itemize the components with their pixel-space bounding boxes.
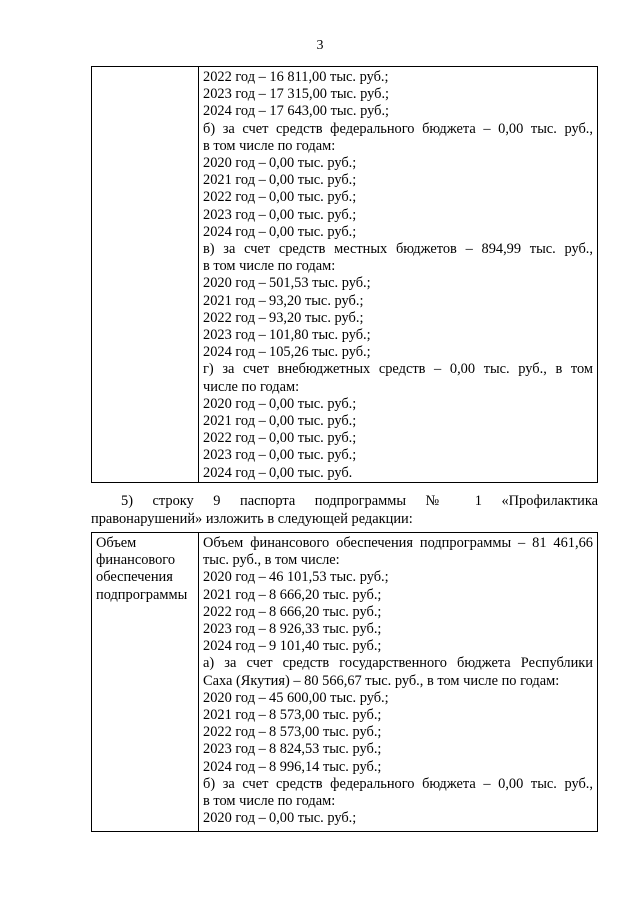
year-amount: 9 101,40 тыс. руб.; bbox=[269, 638, 382, 655]
label-line: обеспечения bbox=[96, 569, 173, 586]
funding-table-new bbox=[91, 532, 598, 832]
federal-budget-subheading: в том числе по годам: bbox=[203, 793, 336, 810]
year-amount: 8 996,14 тыс. руб.; bbox=[269, 758, 382, 775]
year-amount: 0,00 тыс. руб.; bbox=[269, 413, 357, 430]
year-amount: 45 600,00 тыс. руб.; bbox=[269, 689, 389, 706]
paragraph-line: правонарушений» изложить в следующей редакции: bbox=[91, 510, 413, 527]
year-amount: 0,00 тыс. руб.; bbox=[269, 155, 357, 172]
year-row bbox=[203, 430, 593, 447]
year-amount: 8 824,53 тыс. руб.; bbox=[269, 741, 382, 758]
year-row bbox=[203, 310, 593, 327]
year-row bbox=[203, 604, 593, 621]
year-row: 2024 год – 17 643,00 тыс. руб.; bbox=[203, 103, 390, 120]
year-row bbox=[203, 327, 593, 344]
label-line: финансового bbox=[96, 552, 176, 569]
year-label: 2023 год – bbox=[203, 447, 266, 464]
year-row bbox=[203, 275, 593, 292]
year-amount: 93,20 тыс. руб.; bbox=[269, 292, 364, 309]
year-amount: 0,00 тыс. руб.; bbox=[269, 430, 357, 447]
funding-details-cell bbox=[199, 533, 598, 832]
year-row bbox=[203, 759, 593, 776]
year-row bbox=[203, 707, 593, 724]
year-amount: 8 573,00 тыс. руб.; bbox=[269, 724, 382, 741]
year-row bbox=[203, 638, 593, 655]
label-cell bbox=[92, 533, 199, 832]
year-label: 2023 год – bbox=[203, 206, 266, 223]
state-budget-heading: а) за счет средств государственного бюджета Республики bbox=[203, 655, 593, 672]
federal-budget-heading: б) за счет средств федерального бюджета – 0,00 тыс. руб., bbox=[203, 120, 593, 137]
year-label: 2024 год – bbox=[203, 638, 266, 655]
year-label: 2021 год – bbox=[203, 707, 266, 724]
year-label: 2020 год – bbox=[203, 275, 266, 292]
label-cell-empty bbox=[92, 67, 199, 483]
year-label: 2024 год – bbox=[203, 344, 266, 361]
year-row bbox=[203, 810, 593, 831]
total-funding-subheading: тыс. руб., в том числе: bbox=[203, 552, 340, 569]
year-amount: 8 926,33 тыс. руб.; bbox=[269, 621, 382, 638]
amendment-paragraph bbox=[91, 493, 598, 528]
year-label: 2020 год – bbox=[203, 395, 266, 412]
year-amount: 0,00 тыс. руб.; bbox=[269, 395, 357, 412]
year-row bbox=[203, 587, 593, 604]
year-label: 2023 год – bbox=[203, 741, 266, 758]
year-row bbox=[203, 741, 593, 758]
year-row bbox=[203, 465, 593, 482]
extra-budget-heading: г) за счет внебюджетных средств – 0,00 тыс. руб., в том bbox=[203, 361, 593, 378]
label-line: подпрограммы bbox=[96, 586, 188, 603]
year-amount: 46 101,53 тыс. руб.; bbox=[269, 569, 389, 586]
year-label: 2023 год – bbox=[203, 621, 266, 638]
year-label: 2024 год – bbox=[203, 758, 266, 775]
year-row bbox=[203, 344, 593, 361]
year-amount: 0,00 тыс. руб.; bbox=[269, 810, 357, 827]
year-row bbox=[203, 690, 593, 707]
year-row bbox=[203, 413, 593, 430]
state-budget-subheading: Саха (Якутия) – 80 566,67 тыс. руб., в том числе по годам: bbox=[203, 672, 560, 689]
year-row bbox=[203, 621, 593, 638]
year-amount: 93,20 тыс. руб.; bbox=[269, 309, 364, 326]
year-label: 2020 год – bbox=[203, 569, 266, 586]
year-row bbox=[203, 207, 593, 224]
local-budget-subheading: в том числе по годам: bbox=[203, 258, 336, 275]
year-label: 2020 год – bbox=[203, 155, 266, 172]
year-row bbox=[203, 155, 593, 172]
year-row bbox=[203, 293, 593, 310]
year-amount: 0,00 тыс. руб. bbox=[269, 464, 353, 481]
year-amount: 0,00 тыс. руб.; bbox=[269, 172, 357, 189]
year-row bbox=[203, 569, 593, 586]
year-amount: 101,80 тыс. руб.; bbox=[269, 327, 371, 344]
year-amount: 501,53 тыс. руб.; bbox=[269, 275, 371, 292]
funding-details-cell bbox=[199, 67, 598, 483]
year-amount: 105,26 тыс. руб.; bbox=[269, 344, 371, 361]
year-amount: 8 666,20 тыс. руб.; bbox=[269, 586, 382, 603]
extra-budget-subheading: числе по годам: bbox=[203, 378, 300, 395]
year-row bbox=[203, 396, 593, 413]
year-label: 2022 год – bbox=[203, 724, 266, 741]
year-row bbox=[203, 724, 593, 741]
local-budget-heading: в) за счет средств местных бюджетов – 894,99 тыс. руб., bbox=[203, 241, 593, 258]
year-row bbox=[203, 224, 593, 241]
year-label: 2021 год – bbox=[203, 292, 266, 309]
year-label: 2024 год – bbox=[203, 464, 266, 481]
paragraph-line: 5) строку 9 паспорта подпрограммы № 1 «Профилактика bbox=[121, 493, 598, 509]
federal-budget-heading: б) за счет средств федерального бюджета – 0,00 тыс. руб., bbox=[203, 775, 593, 792]
total-funding-heading: Объем финансового обеспечения подпрограммы – 81 461,66 bbox=[203, 535, 593, 551]
funding-table-continued bbox=[91, 66, 598, 483]
label-line: Объем bbox=[96, 535, 137, 551]
year-label: 2021 год – bbox=[203, 413, 266, 430]
year-label: 2020 год – bbox=[203, 689, 266, 706]
year-row bbox=[203, 447, 593, 464]
year-label: 2022 год – bbox=[203, 430, 266, 447]
year-amount: 8 666,20 тыс. руб.; bbox=[269, 603, 382, 620]
year-amount: 0,00 тыс. руб.; bbox=[269, 447, 357, 464]
year-row: 2023 год – 17 315,00 тыс. руб.; bbox=[203, 86, 390, 103]
year-label: 2020 год – bbox=[203, 810, 266, 827]
year-label: 2021 год – bbox=[203, 172, 266, 189]
federal-budget-subheading: в том числе по годам: bbox=[203, 137, 336, 154]
year-amount: 0,00 тыс. руб.; bbox=[269, 189, 357, 206]
year-label: 2022 год – bbox=[203, 309, 266, 326]
year-label: 2022 год – bbox=[203, 603, 266, 620]
year-label: 2024 год – bbox=[203, 223, 266, 240]
year-amount: 8 573,00 тыс. руб.; bbox=[269, 707, 382, 724]
year-row: 2022 год – 16 811,00 тыс. руб.; bbox=[203, 69, 389, 85]
page-number: 3 bbox=[316, 38, 324, 53]
year-amount: 0,00 тыс. руб.; bbox=[269, 206, 357, 223]
year-row bbox=[203, 189, 593, 206]
year-label: 2021 год – bbox=[203, 586, 266, 603]
year-label: 2022 год – bbox=[203, 189, 266, 206]
year-row bbox=[203, 172, 593, 189]
year-label: 2023 год – bbox=[203, 327, 266, 344]
year-amount: 0,00 тыс. руб.; bbox=[269, 223, 357, 240]
